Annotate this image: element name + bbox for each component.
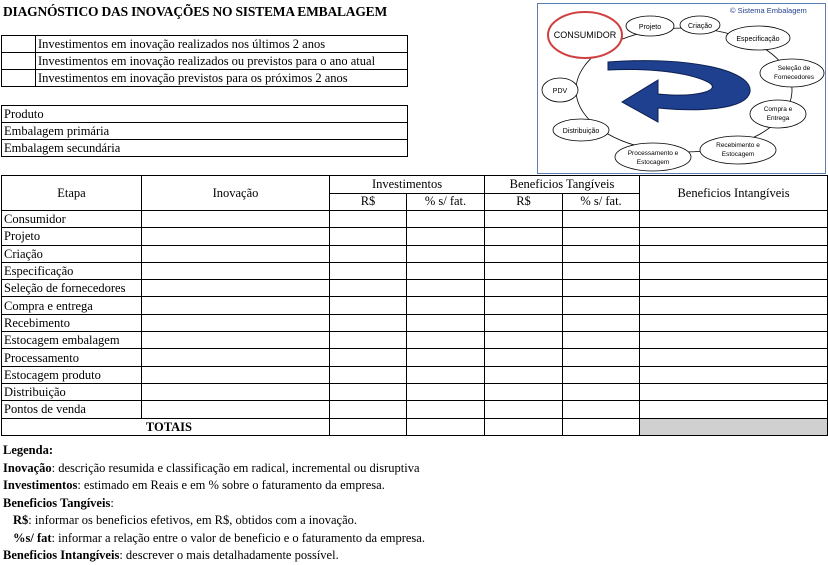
- investimentos-rs-cell[interactable]: [330, 401, 407, 418]
- tangiveis-pct-cell[interactable]: [563, 211, 640, 228]
- criacao-label: Criação: [687, 23, 713, 30]
- investimentos-rs-cell[interactable]: [330, 280, 407, 297]
- type-embalagem-primaria[interactable]: Embalagem primária: [2, 123, 408, 140]
- option-label: Investimentos em inovação previstos para os próximos 2 anos: [36, 70, 408, 87]
- inovacao-cell[interactable]: [142, 314, 330, 331]
- tangiveis-rs-cell[interactable]: [485, 262, 563, 279]
- inovacao-cell[interactable]: [142, 262, 330, 279]
- inovacao-cell[interactable]: [142, 401, 330, 418]
- table-body: [2, 211, 828, 436]
- intangiveis-cell[interactable]: [640, 383, 828, 400]
- investimentos-rs-cell[interactable]: [330, 211, 407, 228]
- inovacao-cell[interactable]: [142, 245, 330, 262]
- investimentos-rs-cell[interactable]: [330, 245, 407, 262]
- etapa-cell: Especificação: [2, 262, 142, 279]
- intangiveis-cell[interactable]: [640, 349, 828, 366]
- investimentos-header: Investimentos: [330, 176, 485, 194]
- investimentos-pct-cell[interactable]: [407, 332, 485, 349]
- tangiveis-rs-cell[interactable]: [485, 349, 563, 366]
- table-row: [2, 401, 828, 418]
- tangiveis-pct-cell[interactable]: [563, 228, 640, 245]
- inovacao-cell[interactable]: [142, 228, 330, 245]
- etapa-cell: Processamento: [2, 349, 142, 366]
- etapa-cell: Projeto: [2, 228, 142, 245]
- investimentos-pct-cell[interactable]: [407, 262, 485, 279]
- processamento-label-1: Processamento e: [627, 150, 679, 157]
- distribuicao-label: Distribuição: [562, 128, 600, 135]
- tangiveis-rs-cell[interactable]: [485, 297, 563, 314]
- etapa-cell: Seleção de fornecedores: [2, 280, 142, 297]
- table-row: [2, 245, 828, 262]
- tangiveis-pct-cell[interactable]: [563, 280, 640, 297]
- especificacao-label: Especificação: [736, 36, 780, 43]
- tangiveis-rs-cell[interactable]: [485, 228, 563, 245]
- investimentos-rs-cell[interactable]: [330, 262, 407, 279]
- intangiveis-cell[interactable]: [640, 262, 828, 279]
- etapa-cell: Estocagem produto: [2, 366, 142, 383]
- tangiveis-pct-cell[interactable]: [563, 349, 640, 366]
- investimentos-rs-cell[interactable]: [330, 383, 407, 400]
- selecao-label-2: Fornecedores: [773, 74, 815, 81]
- legend-item: Investimentos: estimado em Reais e em % sobre o faturamento da empresa.: [3, 478, 385, 492]
- inovacao-cell[interactable]: [142, 297, 330, 314]
- etapa-cell: Compra e entrega: [2, 297, 142, 314]
- etapa-cell: Estocagem embalagem: [2, 332, 142, 349]
- investment-option-row: [2, 53, 408, 70]
- tangiveis-pct-cell[interactable]: [563, 314, 640, 331]
- option-checkbox-1[interactable]: [2, 36, 36, 53]
- cycle-arrow-icon: [608, 61, 750, 122]
- table-row: [2, 262, 828, 279]
- totals-tangiveis-pct[interactable]: [563, 418, 640, 435]
- totals-row: [2, 418, 828, 435]
- beneficios-intangiveis-header: Beneficios Intangíveis: [640, 176, 828, 211]
- innovation-table: [1, 175, 828, 436]
- legend-item: R$: informar os beneficios efetivos, em R$, obtidos com a inovação.: [13, 513, 358, 527]
- legend-item: Beneficios Tangíveis:: [3, 495, 114, 510]
- investimentos-rs-cell[interactable]: [330, 314, 407, 331]
- table-row: [2, 314, 828, 331]
- investimentos-pct-cell[interactable]: [407, 383, 485, 400]
- investimentos-pct-cell[interactable]: [407, 314, 485, 331]
- tangiveis-rs-cell[interactable]: [485, 314, 563, 331]
- etapa-cell: Pontos de venda: [2, 401, 142, 418]
- inovacao-cell[interactable]: [142, 383, 330, 400]
- tangiveis-pct-cell[interactable]: [563, 297, 640, 314]
- inovacao-header: Inovação: [142, 176, 330, 211]
- tangiveis-rs-cell[interactable]: [485, 366, 563, 383]
- option-checkbox-2[interactable]: [2, 53, 36, 70]
- investimentos-pct-cell[interactable]: [407, 366, 485, 383]
- investimentos-rs-cell[interactable]: [330, 349, 407, 366]
- compra-node: [750, 100, 806, 128]
- inovacao-cell[interactable]: [142, 280, 330, 297]
- investimentos-rs-header: R$: [330, 193, 407, 211]
- intangiveis-cell[interactable]: [640, 228, 828, 245]
- intangiveis-cell[interactable]: [640, 332, 828, 349]
- beneficios-tangiveis-header: Beneficios Tangíveis: [485, 176, 640, 194]
- table-row: [2, 366, 828, 383]
- etapa-header: Etapa: [2, 176, 142, 211]
- tangiveis-rs-cell[interactable]: [485, 245, 563, 262]
- selecao-node: [760, 59, 824, 87]
- legend-item: %s/ fat: informar a relação entre o valor de beneficio e o faturamento da empresa.: [13, 530, 425, 545]
- projeto-label: Projeto: [638, 24, 662, 31]
- table-row: [2, 228, 828, 245]
- inovacao-cell[interactable]: [142, 332, 330, 349]
- recebimento-node: [700, 136, 776, 164]
- table-row: [2, 383, 828, 400]
- diagram-title: © Sistema Embalagem: [730, 6, 807, 15]
- tangiveis-rs-cell[interactable]: [485, 383, 563, 400]
- investment-option-row: [2, 36, 408, 53]
- table-row: [2, 211, 828, 228]
- legend-item: Beneficios Intangíveis: descrever o mais detalhadamente possível.: [3, 548, 339, 562]
- tangiveis-pct-cell[interactable]: [563, 401, 640, 418]
- tangiveis-rs-cell[interactable]: [485, 332, 563, 349]
- investimentos-rs-cell[interactable]: [330, 228, 407, 245]
- tangiveis-pct-cell[interactable]: [563, 366, 640, 383]
- investimentos-rs-cell[interactable]: [330, 332, 407, 349]
- consumidor-label: CONSUMIDOR: [553, 30, 617, 40]
- tangiveis-rs-cell[interactable]: [485, 211, 563, 228]
- inovacao-cell[interactable]: [142, 349, 330, 366]
- inovacao-cell[interactable]: [142, 211, 330, 228]
- tangiveis-pct-cell[interactable]: [563, 383, 640, 400]
- recebimento-label-1: Recebimento e: [716, 142, 760, 149]
- etapa-cell: Consumidor: [2, 211, 142, 228]
- investimentos-pct-header: % s/ fat.: [407, 193, 485, 211]
- processamento-label-2: Estocagem: [636, 159, 670, 166]
- investment-options: [1, 35, 408, 87]
- tangiveis-pct-cell[interactable]: [563, 262, 640, 279]
- option-checkbox-3[interactable]: [2, 70, 36, 87]
- table-row: [2, 297, 828, 314]
- header-row: [2, 176, 828, 194]
- recebimento-label-2: Estocagem: [721, 151, 755, 158]
- investimentos-pct-cell[interactable]: [407, 211, 485, 228]
- intangiveis-cell[interactable]: [640, 366, 828, 383]
- etapa-cell: Criação: [2, 245, 142, 262]
- totals-label: TOTAIS: [2, 418, 330, 435]
- page-title: DIAGNÓSTICO DAS INOVAÇÕES NO SISTEMA EMBALAGEM: [3, 4, 388, 19]
- investimentos-pct-cell[interactable]: [407, 297, 485, 314]
- tangiveis-rs-cell[interactable]: [485, 280, 563, 297]
- etapa-cell: Recebimento: [2, 314, 142, 331]
- intangiveis-cell[interactable]: [640, 314, 828, 331]
- inovacao-cell[interactable]: [142, 366, 330, 383]
- totals-intangiveis-disabled: [640, 418, 828, 435]
- table-row: [2, 332, 828, 349]
- type-embalagem-secundaria[interactable]: Embalagem secundária: [2, 140, 408, 157]
- diagram-canvas: [538, 4, 825, 173]
- selecao-label-1: Seleção de: [777, 65, 811, 72]
- type-produto[interactable]: Produto: [2, 106, 408, 123]
- intangiveis-cell[interactable]: [640, 245, 828, 262]
- compra-label-2: Entrega: [766, 115, 790, 122]
- tangiveis-pct-header: % s/ fat.: [563, 193, 640, 211]
- tangiveis-pct-cell[interactable]: [563, 332, 640, 349]
- tangiveis-pct-cell[interactable]: [563, 245, 640, 262]
- processamento-node: [615, 143, 691, 171]
- table-row: [2, 280, 828, 297]
- option-label: Investimentos em inovação realizados ou previstos para o ano atual: [36, 53, 408, 70]
- pdv-label: PDV: [552, 88, 568, 95]
- investment-option-row: [2, 70, 408, 87]
- compra-label-1: Compra e: [763, 106, 793, 113]
- investimentos-rs-cell[interactable]: [330, 366, 407, 383]
- totals-investimentos-rs[interactable]: [330, 418, 407, 435]
- intangiveis-cell[interactable]: [640, 280, 828, 297]
- investimentos-pct-cell[interactable]: [407, 245, 485, 262]
- investimentos-pct-cell[interactable]: [407, 349, 485, 366]
- investimentos-rs-cell[interactable]: [330, 297, 407, 314]
- table-row: [2, 349, 828, 366]
- legend: [3, 442, 425, 565]
- investimentos-pct-cell[interactable]: [407, 280, 485, 297]
- investimentos-pct-cell[interactable]: [407, 401, 485, 418]
- option-label: Investimentos em inovação realizados nos últimos 2 anos: [36, 36, 408, 53]
- tangiveis-rs-header: R$: [485, 193, 563, 211]
- investimentos-pct-cell[interactable]: [407, 228, 485, 245]
- system-diagram: [537, 3, 826, 174]
- intangiveis-cell[interactable]: [640, 211, 828, 228]
- etapa-cell: Distribuição: [2, 383, 142, 400]
- intangiveis-cell[interactable]: [640, 297, 828, 314]
- tangiveis-rs-cell[interactable]: [485, 401, 563, 418]
- product-types: [1, 105, 408, 157]
- totals-tangiveis-rs[interactable]: [485, 418, 563, 435]
- totals-investimentos-pct[interactable]: [407, 418, 485, 435]
- legend-item: Inovação: descrição resumida e classificação em radical, incremental ou disruptiva: [3, 460, 420, 475]
- legend-heading: Legenda:: [3, 443, 53, 457]
- intangiveis-cell[interactable]: [640, 401, 828, 418]
